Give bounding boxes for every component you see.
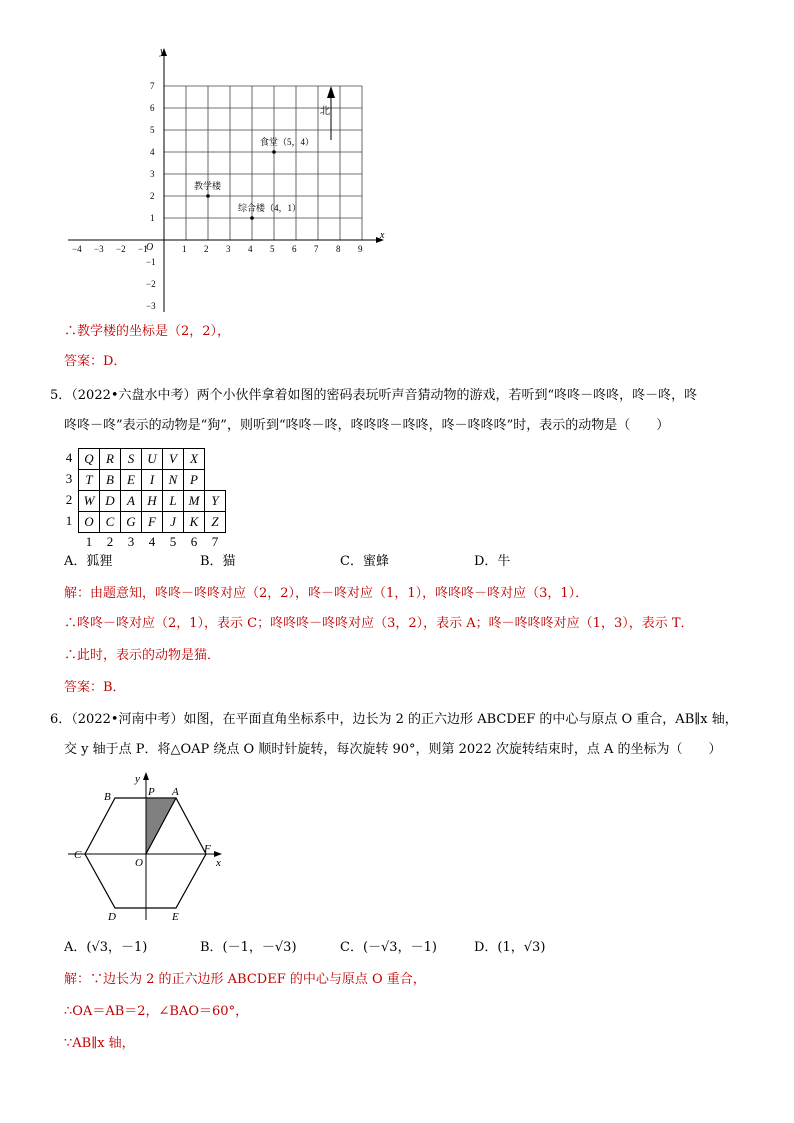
cipher-cell: P <box>184 470 205 491</box>
q4-answer: 答案：D． <box>64 354 127 369</box>
cipher-cell: Z <box>205 512 226 533</box>
q5-solution-line3: ∴此时，表示的动物是猫． <box>64 648 221 663</box>
y-tick-label: 4 <box>150 147 155 157</box>
y-axis-label: y <box>160 46 165 57</box>
cipher-cell: R <box>100 449 121 470</box>
cipher-row-label: 3 <box>65 471 73 486</box>
cipher-row <box>79 491 226 512</box>
x-tick-label: 1 <box>182 244 187 254</box>
cipher-row <box>79 512 226 533</box>
point-label: 综合楼（4，1） <box>238 203 302 213</box>
cipher-cell: D <box>100 491 121 512</box>
cipher-column-label: 1 <box>85 534 93 549</box>
cipher-row-label: 1 <box>65 513 73 528</box>
q6-solution-line3: ∵AB∥x 轴， <box>64 1036 135 1051</box>
cipher-cell: S <box>121 449 142 470</box>
cipher-cell: E <box>121 470 142 491</box>
label-d: D <box>108 911 116 923</box>
cipher-cell: X <box>184 449 205 470</box>
label-o: O <box>135 857 143 869</box>
point-label: 教学楼 <box>194 181 222 191</box>
x-tick-label: 4 <box>248 244 253 254</box>
label-f: F <box>204 843 211 855</box>
cipher-row-label: 4 <box>65 450 73 465</box>
q6-solution-line1: 解：∵边长为 2 的正六边形 ABCDEF 的中心与原点 O 重合， <box>64 972 426 987</box>
x-tick-label: −4 <box>72 244 82 254</box>
x-axis-label: x <box>380 230 385 241</box>
x-tick-label: −1 <box>138 244 148 254</box>
y-tick-label: −3 <box>146 301 156 311</box>
grid-lines <box>164 86 362 240</box>
x-tick-label: 2 <box>204 244 209 254</box>
y-tick-labels <box>146 81 156 311</box>
label-c: C <box>74 849 82 861</box>
x-tick-labels <box>72 244 363 254</box>
cipher-cell: F <box>142 512 163 533</box>
cipher-cell: V <box>163 449 184 470</box>
q5-solution-line2: ∴咚咚－咚对应（2，1），表示 C；咚咚咚－咚咚对应（3，2），表示 A；咚－咚咚咚对应（1，3），表示 T． <box>64 616 694 631</box>
origin-label: O <box>146 242 154 253</box>
y-tick-label: 7 <box>150 81 155 91</box>
label-e: E <box>172 911 179 923</box>
y-tick-label: −1 <box>146 257 156 267</box>
cipher-cell: U <box>142 449 163 470</box>
q4-conclusion: ∴教学楼的坐标是（2，2）， <box>64 324 231 339</box>
q6-stem-line2: 交 y 轴于点 P．将△OAP 绕点 O 顺时针旋转，每次旋转 90°，则第 2022 次旋转结束时，点 A 的坐标为（ ） <box>64 742 722 757</box>
label-x: x <box>216 857 221 869</box>
x-tick-label: 9 <box>358 244 363 254</box>
cipher-column-label: 6 <box>190 534 198 549</box>
cipher-column-label: 2 <box>106 534 114 549</box>
label-y: y <box>135 773 140 785</box>
cipher-cell: H <box>142 491 163 512</box>
cipher-cell: I <box>142 470 163 491</box>
cipher-cell: Y <box>205 491 226 512</box>
label-b: B <box>104 791 111 803</box>
point-dot <box>206 194 210 198</box>
cipher-cell: M <box>184 491 205 512</box>
cipher-column-label: 5 <box>169 534 177 549</box>
point-dot <box>272 150 276 154</box>
cipher-cell: N <box>163 470 184 491</box>
cipher-cell <box>205 449 226 470</box>
cipher-cell: Q <box>79 449 100 470</box>
label-p: P <box>148 786 155 798</box>
cipher-row-label: 2 <box>65 492 73 507</box>
cipher-column-label: 3 <box>127 534 135 549</box>
cipher-cell: B <box>100 470 121 491</box>
q6-option-c[interactable]: C．(－√3，－1) <box>340 940 437 955</box>
point-label: 食堂（5，4） <box>260 137 315 147</box>
y-axis-arrow <box>143 772 149 780</box>
y-tick-label: 3 <box>150 169 155 179</box>
y-tick-label: −2 <box>146 279 156 289</box>
label-a: A <box>172 786 179 798</box>
cipher-row <box>79 470 226 491</box>
q5-solution-line1: 解：由题意知，咚咚－咚咚对应（2，2），咚－咚对应（1，1），咚咚咚－咚对应（3，1）． <box>64 586 589 601</box>
q6-stem-line1: 6．（2022•河南中考）如图，在平面直角坐标系中，边长为 2 的正六边形 ABCDEF 的中心与原点 O 重合，AB∥x 轴， <box>50 712 738 727</box>
cipher-column-label: 7 <box>211 534 219 549</box>
q5-option-b[interactable]: B．猫 <box>200 554 236 569</box>
x-tick-label: 8 <box>336 244 341 254</box>
q5-stem-line2: 咚咚－咚”表示的动物是“狗”，则听到“咚咚－咚，咚咚咚－咚咚，咚－咚咚咚”时，表示的动物是（ ） <box>64 418 670 433</box>
cipher-cell: G <box>121 512 142 533</box>
q6-option-d[interactable]: D．(1，√3) <box>474 940 546 955</box>
x-tick-label: 5 <box>270 244 275 254</box>
cipher-table <box>78 448 226 533</box>
y-tick-label: 1 <box>150 213 155 223</box>
y-tick-label: 5 <box>150 125 155 135</box>
north-arrow-head <box>327 86 335 98</box>
q6-option-a[interactable]: A．(√3，－1) <box>64 940 148 955</box>
x-tick-label: −2 <box>116 244 126 254</box>
cipher-cell: K <box>184 512 205 533</box>
cipher-cell: C <box>100 512 121 533</box>
cipher-cell: T <box>79 470 100 491</box>
x-tick-label: 7 <box>314 244 319 254</box>
y-tick-label: 6 <box>150 103 155 113</box>
campus-coordinate-figure <box>60 40 400 320</box>
hexagon-figure <box>60 768 240 928</box>
q5-option-d[interactable]: D．牛 <box>474 554 511 569</box>
point-dot <box>250 216 254 220</box>
x-tick-label: −3 <box>94 244 104 254</box>
cipher-cell: J <box>163 512 184 533</box>
q5-option-c[interactable]: C．蜜蜂 <box>340 554 389 569</box>
q5-answer: 答案：B． <box>64 680 126 695</box>
q5-option-a[interactable]: A．狐狸 <box>64 554 113 569</box>
q6-solution-line2: ∴OA＝AB＝2，∠BAO＝60°， <box>64 1004 249 1019</box>
cipher-cell: W <box>79 491 100 512</box>
cipher-row <box>79 449 226 470</box>
cipher-column-label: 4 <box>148 534 156 549</box>
north-label: 北 <box>320 106 330 117</box>
cipher-cell: A <box>121 491 142 512</box>
y-tick-label: 2 <box>150 191 155 201</box>
cipher-cell <box>205 470 226 491</box>
q6-option-b[interactable]: B．(－1，－√3) <box>200 940 297 955</box>
cipher-cell: O <box>79 512 100 533</box>
q5-stem-line1: 5．（2022•六盘水中考）两个小伙伴拿着如图的密码表玩听声音猜动物的游戏，若听到“咚咚－咚咚，咚－咚，咚 <box>50 388 698 403</box>
cipher-cell: L <box>163 491 184 512</box>
x-tick-label: 3 <box>226 244 231 254</box>
x-tick-label: 6 <box>292 244 297 254</box>
